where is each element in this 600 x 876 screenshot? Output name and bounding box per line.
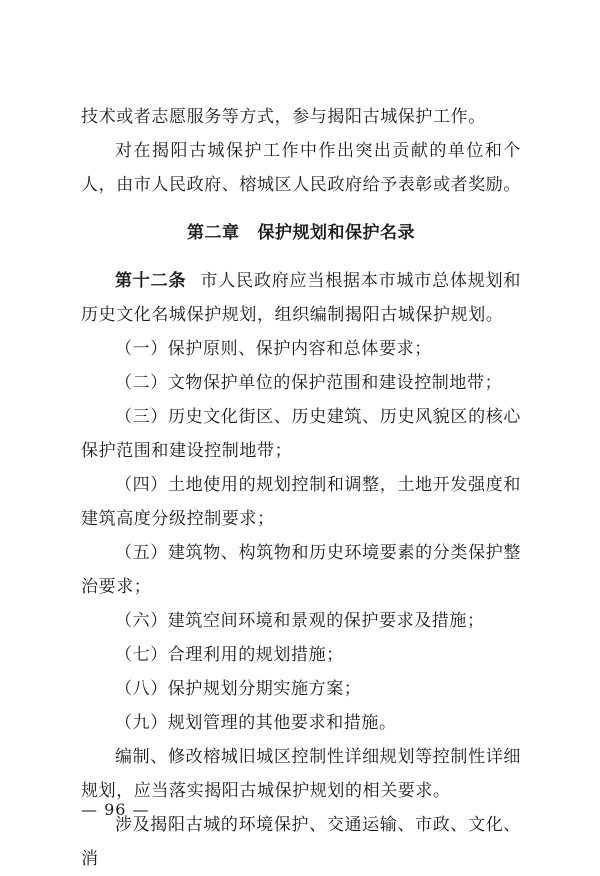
page-body bbox=[81, 100, 521, 876]
chapter-number: 第二章 bbox=[187, 223, 240, 243]
chapter-title: 保护规划和保护名录 bbox=[257, 223, 415, 243]
list-item-9: （九）规划管理的其他要求和措施。 bbox=[115, 713, 397, 733]
list-item-7: （七）合理利用的规划措施； bbox=[115, 645, 344, 665]
chapter-heading bbox=[81, 216, 521, 250]
paragraph-revision: 编制、修改榕城旧城区控制性详细规划等控制性详细规划，应当落实揭阳古城保护规划的相关要求。 bbox=[81, 747, 521, 801]
page-number: — 96 — bbox=[81, 800, 150, 819]
article-label: 第十二条 bbox=[115, 271, 187, 291]
article-text: 市人民政府应当根据本市城市总体规划和历史文化名城保护规划，组织编制揭阳古城保护规划。 bbox=[81, 271, 521, 325]
list-item-1: （一）保护原则、保护内容和总体要求； bbox=[115, 339, 432, 359]
list-item-2: （二）文物保护单位的保护范围和建设控制地带； bbox=[115, 373, 503, 393]
paragraph-closing: 涉及揭阳古城的环境保护、交通运输、市政、文化、消 bbox=[81, 815, 521, 869]
list-item-4: （四）土地使用的规划控制和调整，土地开发强度和建筑高度分级控制要求； bbox=[81, 475, 521, 529]
list-item-5: （五）建筑物、构筑物和历史环境要素的分类保护整治要求； bbox=[81, 543, 521, 597]
paragraph-award: 对在揭阳古城保护工作中作出突出贡献的单位和个人，由市人民政府、榕城区人民政府给予表彰或者奖励。 bbox=[81, 141, 521, 195]
paragraph-continuation: 技术或者志愿服务等方式，参与揭阳古城保护工作。 bbox=[81, 107, 486, 127]
list-item-8: （八）保护规划分期实施方案； bbox=[115, 679, 362, 699]
list-item-6: （六）建筑空间环境和景观的保护要求及措施； bbox=[115, 611, 485, 631]
article-12 bbox=[81, 264, 521, 332]
list-item-3: （三）历史文化街区、历史建筑、历史风貌区的核心保护范围和建设控制地带； bbox=[81, 407, 521, 461]
